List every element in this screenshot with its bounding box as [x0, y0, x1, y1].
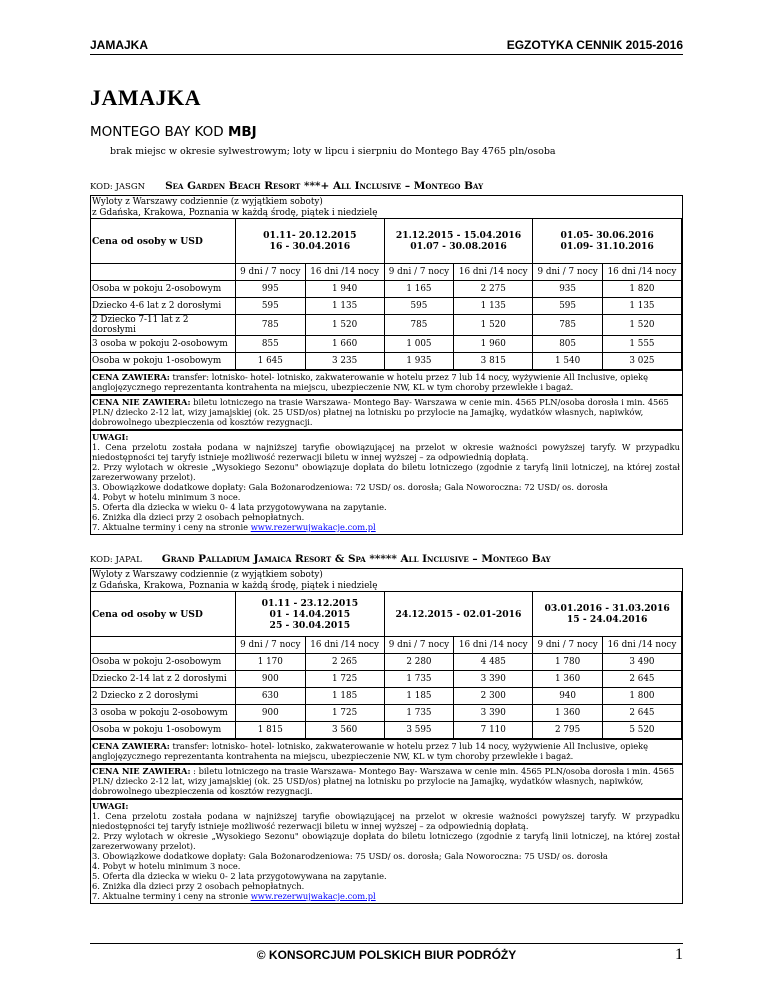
- price-cell: 3 490: [602, 654, 681, 671]
- table-row: [91, 281, 682, 298]
- price-cell: 1 935: [384, 353, 454, 370]
- price-label: Cena od osoby w USD: [91, 592, 236, 637]
- hotel-offer-box: [90, 195, 683, 535]
- price-cell: 3 560: [305, 722, 384, 739]
- price-label: Cena od osoby w USD: [91, 219, 236, 264]
- table-row: [91, 705, 682, 722]
- table-row: [91, 298, 682, 315]
- excludes: CENA NIE ZAWIERA: : biletu lotniczego na trasie Warszawa- Montego Bay- Warszawa w cenie min. 4565 PLN/osoba dorosła i min. 4565 PLN/ dziecko 2-12 lat, wizy jamajskiej (ok. 25 USD/os) płatnej na lotnisku po przylocie na Jamajkę, wydatków własnych, napiwków, dobrowolnego ubezpieczenia od kosztów rezygnacji.: [91, 763, 682, 798]
- departure-line: z Gdańska, Krakowa, Poznania w każdą środę, piątek i niedzielę: [92, 580, 378, 591]
- price-cell: 1 170: [236, 654, 306, 671]
- departure-line: z Gdańska, Krakowa, Poznania w każdą środę, piątek i niedzielę: [92, 207, 378, 218]
- price-cell: 1 520: [305, 315, 384, 336]
- nights-header: 9 dni / 7 nocy: [384, 637, 454, 654]
- row-label: 2 Dziecko z 2 dorosłymi: [91, 688, 236, 705]
- price-cell: 1 555: [602, 336, 681, 353]
- remark-line: 7. Aktualne terminy i ceny na stronie www.rezerwujwakacje.com.pl: [92, 522, 376, 532]
- remark-line: 4. Pobyt w hotelu minimum 3 noce.: [92, 492, 241, 502]
- price-cell: 1 815: [236, 722, 306, 739]
- price-cell: 2 275: [454, 281, 533, 298]
- price-cell: 2 280: [384, 654, 454, 671]
- table-row: [91, 671, 682, 688]
- includes: CENA ZAWIERA: transfer: lotnisko- hotel- lotnisko, zakwaterowanie w hotelu przez 7 lub 14 nocy, wyżywienie All Inclusive, opiekę anglojęzycznego reprezentanta kontrahenta na miejscu, ubezpieczenie NW, KL w tym choroby przewlekłe i bagaż.: [91, 370, 682, 394]
- price-cell: 1 360: [533, 705, 603, 722]
- subtitle: [90, 124, 257, 140]
- nights-header: 9 dni / 7 nocy: [384, 264, 454, 281]
- price-cell: 1 135: [602, 298, 681, 315]
- header-left: JAMAJKA: [90, 38, 149, 52]
- remark-line: 2. Przy wylotach w okresie „Wysokiego Sezonu" obowiązuje dopłata do biletu lotniczego (zgodnie z taryfą linii lotniczej, na której został zarezerwowany przelot).: [92, 831, 680, 851]
- departures: [91, 196, 682, 218]
- page-number: 1: [675, 946, 683, 963]
- departures: [91, 569, 682, 591]
- price-cell: 1 800: [602, 688, 681, 705]
- row-label: Osoba w pokoju 1-osobowym: [91, 722, 236, 739]
- price-cell: 3 815: [454, 353, 533, 370]
- price-cell: 785: [384, 315, 454, 336]
- price-cell: 1 960: [454, 336, 533, 353]
- price-cell: 855: [236, 336, 306, 353]
- page-footer: [90, 943, 683, 964]
- footer-copyright: © KONSORCJUM POLSKICH BIUR PODRÓŻY: [256, 948, 517, 962]
- price-cell: 2 645: [602, 705, 681, 722]
- period-header: 03.01.2016 - 31.03.2016 15 - 24.04.2016: [533, 592, 682, 637]
- price-cell: 1 940: [305, 281, 384, 298]
- nights-header: 9 dni / 7 nocy: [533, 264, 603, 281]
- price-table: [91, 591, 682, 739]
- hotel-title: [90, 180, 483, 192]
- price-cell: 1 005: [384, 336, 454, 353]
- table-row: [91, 688, 682, 705]
- page-header: [90, 38, 683, 55]
- page-title: JAMAJKA: [90, 85, 202, 110]
- subtitle-text: MONTEGO BAY KOD: [90, 124, 224, 140]
- remark-line: 3. Obowiązkowe dodatkowe dopłaty: Gala Bożonarodzeniowa: 75 USD/ os. dorosła; Gala Noworoczna: 75 USD/ os. dorosła: [92, 851, 608, 861]
- price-cell: 935: [533, 281, 603, 298]
- table-row: [91, 353, 682, 370]
- price-cell: 2 300: [454, 688, 533, 705]
- price-cell: 1 645: [236, 353, 306, 370]
- price-cell: 3 390: [454, 671, 533, 688]
- price-cell: 1 520: [602, 315, 681, 336]
- price-cell: 4 485: [454, 654, 533, 671]
- nights-header: 9 dni / 7 nocy: [236, 637, 306, 654]
- price-cell: 1 735: [384, 705, 454, 722]
- price-cell: 1 735: [384, 671, 454, 688]
- period-header: 01.11- 20.12.2015 16 - 30.04.2016: [236, 219, 385, 264]
- row-label: Osoba w pokoju 1-osobowym: [91, 353, 236, 370]
- remark-line: 6. Zniżka dla dzieci przy 2 osobach pełnopłatnych.: [92, 881, 305, 891]
- table-row: [91, 336, 682, 353]
- nights-header: 9 dni / 7 nocy: [533, 637, 603, 654]
- price-cell: 7 110: [454, 722, 533, 739]
- price-cell: 900: [236, 705, 306, 722]
- nights-header: 16 dni /14 nocy: [602, 264, 681, 281]
- season-note: brak miejsc w okresie sylwestrowym; loty w lipcu i sierpniu do Montego Bay 4765 pln/osoba: [110, 146, 556, 157]
- row-label: 3 osoba w pokoju 2-osobowym: [91, 336, 236, 353]
- remark-line: 7. Aktualne terminy i ceny na stronie www.rezerwujwakacje.com.pl: [92, 891, 376, 901]
- nights-header: 9 dni / 7 nocy: [236, 264, 306, 281]
- row-label: 3 osoba w pokoju 2-osobowym: [91, 705, 236, 722]
- remarks: UWAGI: 1. Cena przelotu została podana w najniższej taryfie obowiązującej na przelot w okresie ważności powyższej taryfy. W przypadku niedostępności tej taryfy istnieje możliwość rezerwacji biletu w innej wyższej – za odpowiednią dopłatą. 2. Przy wylotach w okresie „Wysokiego Sezonu" obowiązuje dopłata do biletu lotniczego (zgodnie z taryfą linii lotniczej, na której został zarezerwowany przelot). 3. Obowiązkowe dodatkowe dopłaty: Gala Bożonarodzeniowa: 75 USD/ os. dorosła; Gala Noworoczna: 75 USD/ os. dorosła 4. Pobyt w hotelu minimum 3 noce. 5. Oferta dla dziecka w wieku 0- 2 lata przygotowywana na zapytanie. 6. Zniżka dla dzieci przy 2 osobach pełnopłatnych. 7. Aktualne terminy i ceny na stronie www.rezerwujwakacje.com.pl: [91, 798, 682, 903]
- price-cell: 1 660: [305, 336, 384, 353]
- nights-header: 16 dni /14 nocy: [454, 637, 533, 654]
- price-cell: 595: [533, 298, 603, 315]
- nights-header: 16 dni /14 nocy: [602, 637, 681, 654]
- price-cell: 785: [533, 315, 603, 336]
- departure-line: Wyloty z Warszawy codziennie (z wyjątkiem soboty): [92, 570, 323, 580]
- nights-header: 16 dni /14 nocy: [305, 264, 384, 281]
- price-cell: 2 795: [533, 722, 603, 739]
- price-cell: 1 725: [305, 671, 384, 688]
- remarks: UWAGI: 1. Cena przelotu została podana w najniższej taryfie obowiązującej na przelot w okresie ważności powyższej taryfy. W przypadku niedostępności tej taryfy istnieje możliwość rezerwacji biletu w innej wyższej – za odpowiednią dopłatą. 2. Przy wylotach w okresie „Wysokiego Sezonu" obowiązuje dopłata do biletu lotniczego (zgodnie z taryfą linii lotniczej, na której został zarezerwowany przelot). 3. Obowiązkowe dodatkowe dopłaty: Gala Bożonarodzeniowa: 72 USD/ os. dorosła; Gala Noworoczna: 72 USD/ os. dorosła 4. Pobyt w hotelu minimum 3 noce. 5. Oferta dla dziecka w wieku 0- 4 lata przygotowywana na zapytanie. 6. Zniżka dla dzieci przy 2 osobach pełnopłatnych. 7. Aktualne terminy i ceny na stronie www.rezerwujwakacje.com.pl: [91, 429, 682, 534]
- price-cell: 805: [533, 336, 603, 353]
- price-cell: 3 595: [384, 722, 454, 739]
- price-cell: 1 360: [533, 671, 603, 688]
- price-cell: 630: [236, 688, 306, 705]
- period-header: 21.12.2015 - 15.04.2016 01.07 - 30.08.2016: [384, 219, 533, 264]
- row-label: Osoba w pokoju 2-osobowym: [91, 281, 236, 298]
- price-cell: 1 725: [305, 705, 384, 722]
- price-cell: 3 390: [454, 705, 533, 722]
- remark-line: 4. Pobyt w hotelu minimum 3 noce.: [92, 861, 241, 871]
- website-link[interactable]: www.rezerwujwakacje.com.pl: [250, 522, 376, 532]
- remark-line: 1. Cena przelotu została podana w najniższej taryfie obowiązującej na przelot w okresie ważności powyższej taryfy. W przypadku niedostępności tej taryfy istnieje możliwość rezerwacji biletu w innej wyższej – za odpowiednią dopłatą.: [92, 811, 680, 831]
- price-cell: 3 235: [305, 353, 384, 370]
- price-cell: 2 265: [305, 654, 384, 671]
- nights-header: 16 dni /14 nocy: [305, 637, 384, 654]
- hotel-title: [90, 553, 551, 565]
- table-row: [91, 315, 682, 336]
- price-cell: 785: [236, 315, 306, 336]
- remark-line: 3. Obowiązkowe dodatkowe dopłaty: Gala Bożonarodzeniowa: 72 USD/ os. dorosła; Gala Noworoczna: 72 USD/ os. dorosła: [92, 482, 608, 492]
- price-cell: 900: [236, 671, 306, 688]
- table-row: [91, 654, 682, 671]
- hotel-code: KOD: JAPAL: [90, 555, 142, 565]
- price-cell: 995: [236, 281, 306, 298]
- period-header: 01.05- 30.06.2016 01.09- 31.10.2016: [533, 219, 682, 264]
- includes: CENA ZAWIERA: transfer: lotnisko- hotel- lotnisko, zakwaterowanie w hotelu przez 7 lub 14 nocy, wyżywienie All Inclusive, opiekę anglojęzycznego reprezentanta kontrahenta na miejscu, ubezpieczenie NW, KL w tym choroby przewlekłe i bagaż.: [91, 739, 682, 763]
- table-row: [91, 722, 682, 739]
- price-cell: 2 645: [602, 671, 681, 688]
- excludes: CENA NIE ZAWIERA: biletu lotniczego na trasie Warszawa- Montego Bay- Warszawa w cenie min. 4565 PLN/osoba dorosła i min. 4565 PLN/ dziecko 2-12 lat, wizy jamajskiej (ok. 25 USD/os) płatnej na lotnisku po przylocie na Jamajkę, wydatków własnych, napiwków, dobrowolnego ubezpieczenia od kosztów rezygnacji.: [91, 394, 682, 429]
- website-link[interactable]: www.rezerwujwakacje.com.pl: [250, 891, 376, 901]
- hotel-name: Sea Garden Beach Resort ***+ All Inclusive – Montego Bay: [165, 180, 484, 192]
- price-cell: 1 135: [454, 298, 533, 315]
- price-cell: 1 540: [533, 353, 603, 370]
- row-label: Dziecko 2-14 lat z 2 dorosłymi: [91, 671, 236, 688]
- airport-code: MBJ: [227, 124, 257, 140]
- price-cell: 1 520: [454, 315, 533, 336]
- row-label: 2 Dziecko 7-11 lat z 2 dorosłymi: [91, 315, 236, 336]
- header-right: EGZOTYKA CENNIK 2015-2016: [506, 38, 683, 52]
- period-header: 24.12.2015 - 02.01-2016: [384, 592, 533, 637]
- remark-line: 1. Cena przelotu została podana w najniższej taryfie obowiązującej na przelot w okresie ważności powyższej taryfy. W przypadku niedostępności tej taryfy istnieje możliwość rezerwacji biletu w innej wyższej – za odpowiednią dopłatą.: [92, 442, 680, 462]
- price-cell: 5 520: [602, 722, 681, 739]
- price-cell: 3 025: [602, 353, 681, 370]
- price-cell: 1 165: [384, 281, 454, 298]
- hotel-name: Grand Palladium Jamaica Resort & Spa ***** All Inclusive – Montego Bay: [161, 553, 551, 565]
- remark-line: 5. Oferta dla dziecka w wieku 0- 4 lata przygotowywana na zapytanie.: [92, 502, 387, 512]
- hotel-code: KOD: JASGN: [90, 182, 146, 192]
- price-cell: 1 780: [533, 654, 603, 671]
- price-cell: 940: [533, 688, 603, 705]
- departure-line: Wyloty z Warszawy codziennie (z wyjątkiem soboty): [92, 197, 323, 207]
- price-table: [91, 218, 682, 370]
- row-label: Dziecko 4-6 lat z 2 dorosłymi: [91, 298, 236, 315]
- price-cell: 1 820: [602, 281, 681, 298]
- price-cell: 595: [384, 298, 454, 315]
- nights-header: 16 dni /14 nocy: [454, 264, 533, 281]
- remark-line: 2. Przy wylotach w okresie „Wysokiego Sezonu" obowiązuje dopłata do biletu lotniczego (zgodnie z taryfą linii lotniczej, na której został zarezerwowany przelot).: [92, 462, 680, 482]
- price-cell: 1 185: [384, 688, 454, 705]
- period-header: 01.11 - 23.12.2015 01 - 14.04.2015 25 - 30.04.2015: [236, 592, 385, 637]
- price-cell: 1 135: [305, 298, 384, 315]
- hotel-offer-box: [90, 568, 683, 904]
- price-cell: 595: [236, 298, 306, 315]
- remark-line: 6. Zniżka dla dzieci przy 2 osobach pełnopłatnych.: [92, 512, 305, 522]
- remark-line: 5. Oferta dla dziecka w wieku 0- 2 lata przygotowywana na zapytanie.: [92, 871, 387, 881]
- row-label: Osoba w pokoju 2-osobowym: [91, 654, 236, 671]
- price-cell: 1 185: [305, 688, 384, 705]
